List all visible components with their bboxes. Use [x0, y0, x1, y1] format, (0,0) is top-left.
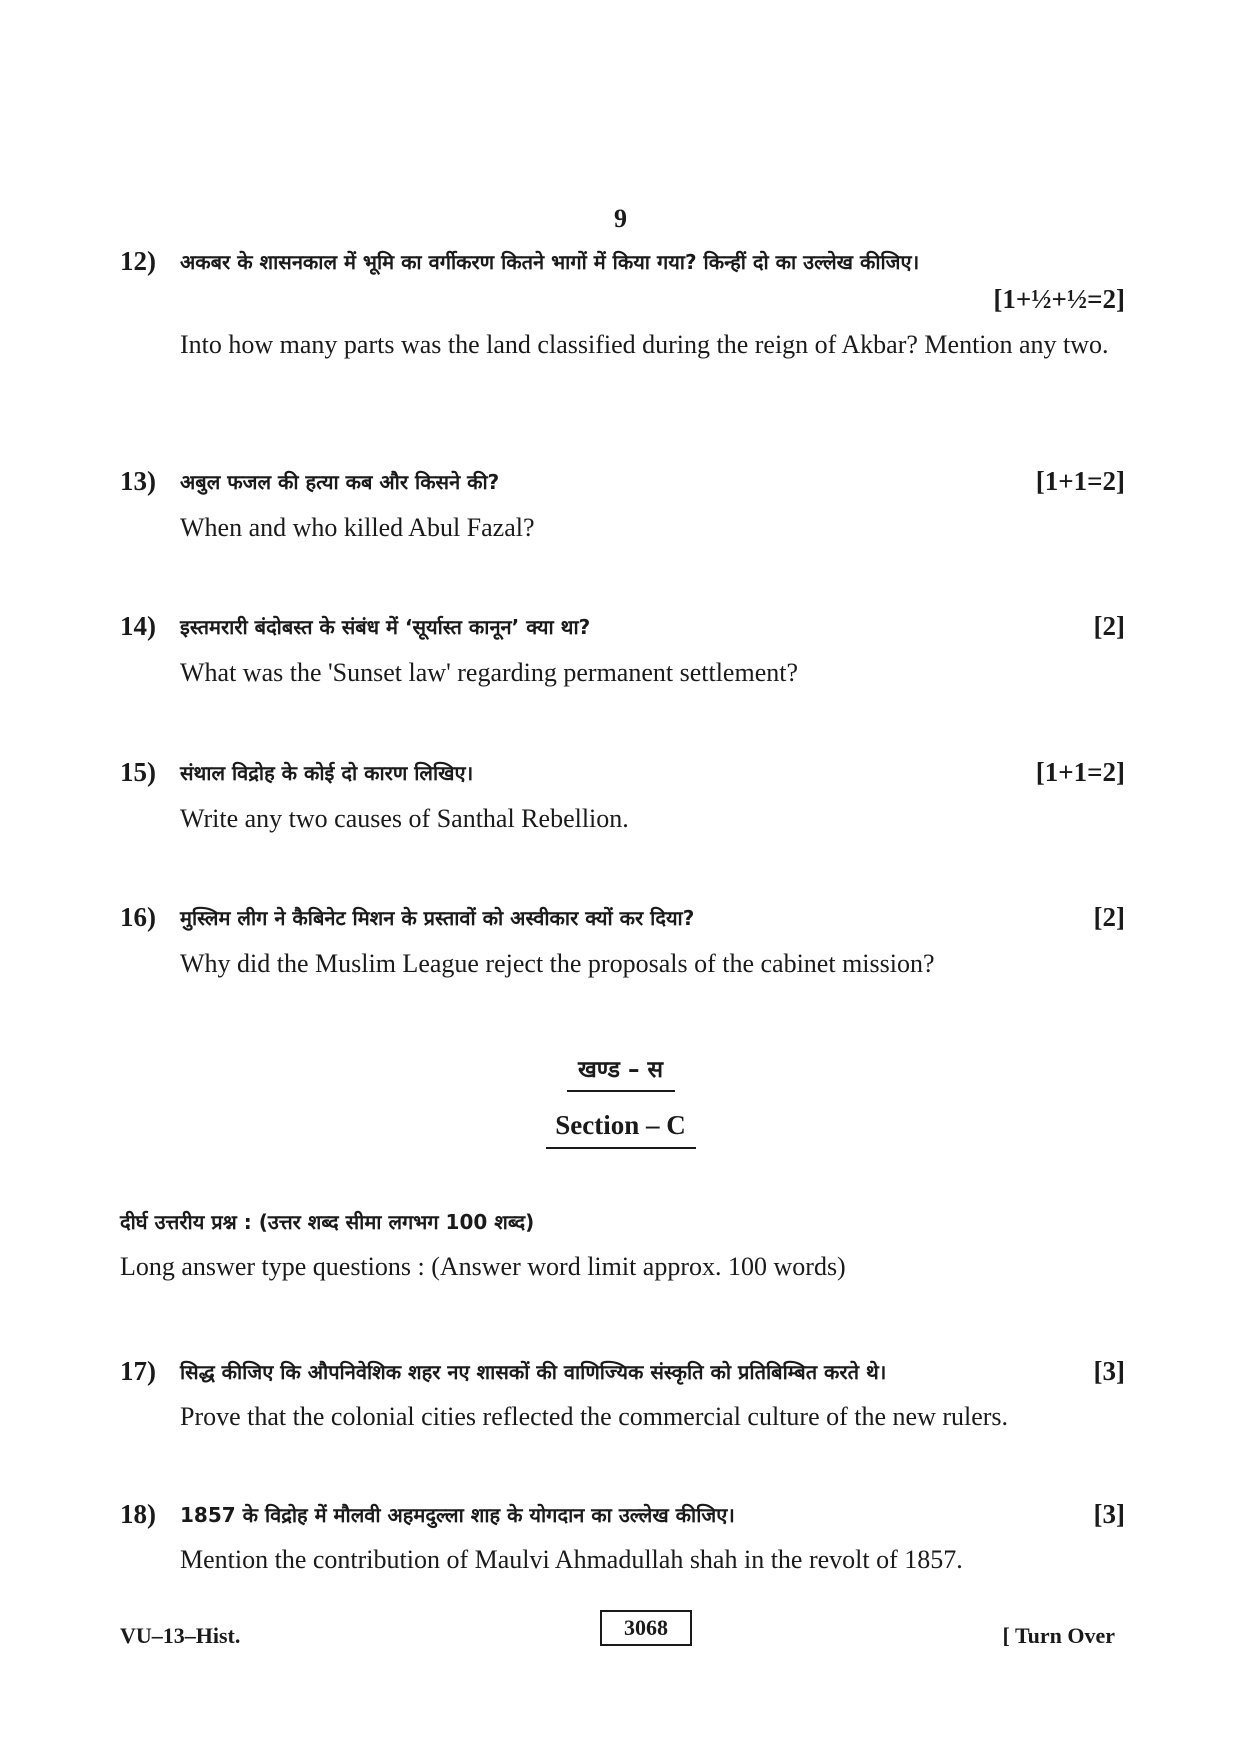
question-hindi-text: मुस्लिम लीग ने कैबिनेट मिशन के प्रस्तावों को अस्वीकार क्यों कर दिया?: [180, 906, 695, 930]
question-hindi-text: संथाल विद्रोह के कोई दो कारण लिखिए।: [180, 761, 474, 785]
paper-code: VU–13–Hist.: [120, 1623, 241, 1648]
question-number: 12): [120, 246, 156, 276]
instructions-hindi: दीर्घ उत्तरीय प्रश्न : (उत्तर शब्द सीमा लगभग 100 शब्द): [120, 1210, 535, 1234]
instructions-english: Long answer type questions : (Answer word limit approx. 100 words): [120, 1252, 846, 1281]
question-number: 18): [120, 1499, 156, 1529]
question-number: 13): [120, 466, 156, 496]
question-16: [120, 902, 1125, 982]
question-marks: [3]: [1093, 1356, 1125, 1386]
booklet-code-box: 3068: [600, 1610, 692, 1646]
question-number: 16): [120, 902, 156, 932]
section-heading-english: [0, 1110, 1241, 1149]
question-hindi-text: 1857 के विद्रोह में मौलवी अहमदुल्ला शाह के योगदान का उल्लेख कीजिए।: [180, 1503, 735, 1527]
section-heading-english-text: Section – C: [546, 1110, 696, 1149]
question-number: 17): [120, 1356, 156, 1386]
question-marks: [2]: [1093, 902, 1125, 932]
turn-over-note: [ Turn Over: [1002, 1623, 1115, 1648]
question-17: [120, 1356, 1125, 1436]
question-marks: [1+1=2]: [1035, 757, 1125, 787]
question-hindi-text: अबुल फजल की हत्या कब और किसने की?: [180, 470, 500, 494]
question-marks: [1+½+½=2]: [993, 284, 1125, 314]
question-15: [120, 757, 1125, 837]
question-12: [120, 246, 1125, 396]
question-marks: [2]: [1093, 611, 1125, 641]
section-heading-hindi-text: खण्ड – स: [567, 1052, 675, 1092]
question-hindi-text: अकबर के शासनकाल में भूमि का वर्गीकरण कितने भागों में किया गया? किन्हीं दो का उल्लेख कीजिए।: [180, 250, 920, 274]
question-marks: [1+1=2]: [1035, 466, 1125, 496]
question-13: [120, 466, 1125, 546]
question-marks: [3]: [1093, 1499, 1125, 1529]
question-english-text: What was the 'Sunset law' regarding permanent settlement?: [180, 658, 798, 687]
question-hindi-text: सिद्ध कीजिए कि औपनिवेशिक शहर नए शासकों की वाणिज्यिक संस्कृति को प्रतिबिम्बित करते थे।: [180, 1360, 887, 1384]
question-number: 15): [120, 757, 156, 787]
question-hindi-text: इस्तमरारी बंदोबस्त के संबंध में ‘सूर्यास्त कानून’ क्या था?: [180, 615, 591, 639]
question-english-text: Into how many parts was the land classified during the reign of Akbar? Mention any two.: [180, 330, 1109, 359]
page-number: 9: [614, 204, 627, 233]
section-heading-hindi: [0, 1052, 1241, 1092]
question-english-text: Write any two causes of Santhal Rebellion.: [180, 804, 629, 833]
question-english-text: Prove that the colonial cities reflected the commercial culture of the new rulers.: [180, 1402, 1009, 1431]
question-14: [120, 611, 1125, 691]
question-number: 14): [120, 611, 156, 641]
question-english-text: When and who killed Abul Fazal?: [180, 513, 535, 542]
question-english-text: Mention the contribution of Maulvi Ahmadullah shah in the revolt of 1857.: [180, 1545, 963, 1574]
question-18: [120, 1499, 1125, 1579]
question-english-text: Why did the Muslim League reject the proposals of the cabinet mission?: [180, 949, 935, 978]
